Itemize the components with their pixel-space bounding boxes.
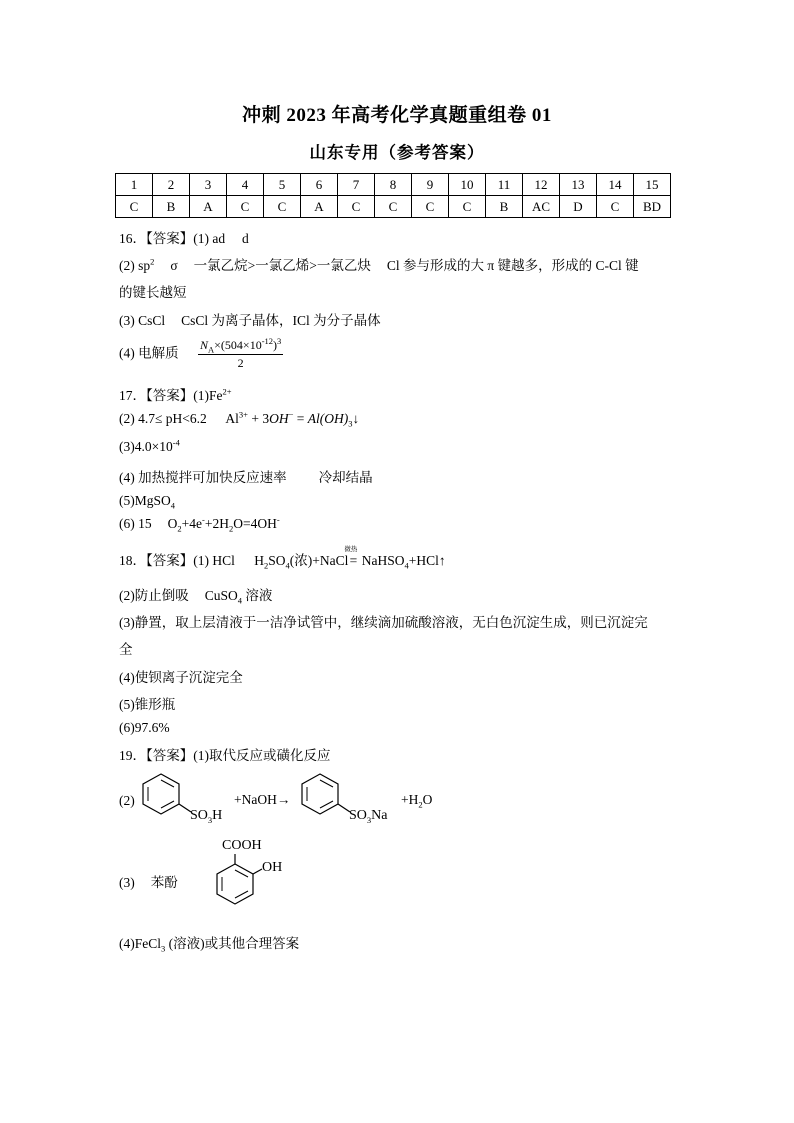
q18-part3-cont: 全 bbox=[119, 642, 133, 657]
down-arrow: ↓ bbox=[352, 411, 360, 426]
water-plus bbox=[401, 792, 432, 808]
e: +4e bbox=[181, 516, 202, 531]
answer-table bbox=[115, 173, 671, 218]
q16-p2-hybrid-sup: 2 bbox=[150, 256, 155, 267]
ring-double-bond bbox=[320, 801, 333, 808]
q18-p2b: CuSO bbox=[204, 588, 238, 603]
q19-p3-label: (3) bbox=[119, 875, 135, 890]
question-number-cell: 11 bbox=[486, 174, 523, 196]
q16-part2 bbox=[119, 254, 639, 274]
eq-so: SO bbox=[268, 553, 286, 568]
q16-p4-fraction bbox=[198, 338, 283, 371]
q17-part6 bbox=[119, 516, 280, 532]
water-c: O bbox=[422, 792, 433, 807]
eq-c: (浓)+NaCl bbox=[289, 553, 349, 568]
q19-p4a: (4)FeCl bbox=[119, 936, 161, 951]
question-number-cell: 14 bbox=[597, 174, 634, 196]
salicylic-acid-structure bbox=[205, 852, 275, 918]
q16-p2-sigma: σ bbox=[170, 258, 178, 273]
q17-part4 bbox=[119, 466, 373, 486]
h-sub: 2 bbox=[228, 523, 234, 534]
q16-p2-hybrid: (2) sp bbox=[119, 258, 151, 273]
answer-table-answer-row bbox=[116, 196, 671, 218]
question-number-cell: 2 bbox=[153, 174, 190, 196]
oh-paren: (OH) bbox=[319, 411, 349, 426]
q18-p2a: (2)防止倒吸 bbox=[119, 588, 189, 603]
question-number-cell: 10 bbox=[449, 174, 486, 196]
q17-part3 bbox=[119, 439, 180, 455]
oh-out-sup: - bbox=[276, 514, 280, 525]
answer-cell: C bbox=[375, 196, 412, 218]
q19-p4-sub: 3 bbox=[161, 943, 166, 954]
h: +2H bbox=[204, 516, 229, 531]
answer-cell: B bbox=[153, 196, 190, 218]
q16-part2-cont: 的键长越短 bbox=[119, 285, 187, 300]
q18-part6: (6)97.6% bbox=[119, 720, 170, 735]
answer-cell: C bbox=[412, 196, 449, 218]
question-number-cell: 12 bbox=[523, 174, 560, 196]
q16-lead: 16．【答案】(1) ad d bbox=[119, 231, 249, 246]
question-number-cell: 3 bbox=[190, 174, 227, 196]
oh-bond bbox=[253, 869, 262, 874]
q16-p4-numerator bbox=[198, 338, 283, 355]
ring-double-bond bbox=[235, 891, 248, 898]
al2: Al bbox=[307, 411, 320, 426]
num-sup1: -12 bbox=[261, 336, 274, 346]
q18-part4: (4)使钡离子沉淀完全 bbox=[119, 670, 243, 685]
so3h-a: SO bbox=[190, 808, 208, 823]
water-sub: 2 bbox=[418, 799, 423, 810]
oh-sub: 3 bbox=[348, 418, 353, 429]
eq-sign: = bbox=[349, 553, 358, 568]
q19-p3-name: 苯酚 bbox=[150, 875, 178, 890]
answer-cell: AC bbox=[523, 196, 560, 218]
answer-cell: C bbox=[338, 196, 375, 218]
so3na-sub: 3 bbox=[366, 814, 372, 825]
page-title: 冲刺 2023 年高考化学真题重组卷 01 bbox=[242, 105, 552, 126]
q18-p2c: 溶液 bbox=[242, 588, 273, 603]
ring-double-bond bbox=[320, 780, 333, 787]
q17-part5 bbox=[119, 493, 175, 509]
q16-p3-reason: CsCl 为离子晶体，ICl 为分子晶体 bbox=[181, 313, 381, 328]
q17-p3-sup: -4 bbox=[172, 437, 180, 448]
oh-sup: − bbox=[288, 409, 294, 420]
answer-cell: D bbox=[560, 196, 597, 218]
q18-p2b-sub: 4 bbox=[237, 595, 243, 606]
oh-out: O=4OH bbox=[233, 516, 277, 531]
question-number-cell: 13 bbox=[560, 174, 597, 196]
q18-part5: (5)锥形瓶 bbox=[119, 697, 176, 712]
num-mid: ×(504×10 bbox=[214, 338, 262, 352]
q18-part3: (3)静置，取上层清液于一洁净试管中，继续滴加硫酸溶液，无白色沉淀生成，则已沉淀完 bbox=[119, 615, 648, 630]
answer-cell: A bbox=[190, 196, 227, 218]
answer-table-number-row bbox=[116, 174, 671, 196]
q17-lead bbox=[119, 384, 232, 404]
eq: = bbox=[293, 411, 308, 426]
q17-p6-equation bbox=[167, 514, 280, 534]
q17-p4a: (4) 加热搅拌可加快反应速率 bbox=[119, 470, 287, 485]
answer-cell: C bbox=[227, 196, 264, 218]
answer-cell: C bbox=[264, 196, 301, 218]
answer-cell: A bbox=[301, 196, 338, 218]
page-subtitle: 山东专用（参考答案） bbox=[309, 143, 485, 162]
q17-p3-text: (3)4.0×10 bbox=[119, 439, 173, 454]
question-number-cell: 6 bbox=[301, 174, 338, 196]
ring-double-bond bbox=[161, 780, 174, 787]
oh: OH bbox=[269, 411, 289, 426]
cooh-label: COOH bbox=[222, 838, 262, 853]
answer-cell: B bbox=[486, 196, 523, 218]
question-number-cell: 4 bbox=[227, 174, 264, 196]
eq-cond: 微热 bbox=[344, 546, 358, 553]
q17-p2-range: (2) 4.7≤ pH<6.2 bbox=[119, 411, 207, 426]
q19-part4 bbox=[119, 932, 299, 952]
eq-e: +HCl↑ bbox=[408, 553, 446, 568]
q19-part3 bbox=[119, 871, 178, 891]
na-sub: A bbox=[208, 344, 215, 355]
al: Al bbox=[225, 411, 239, 426]
question-number-cell: 9 bbox=[412, 174, 449, 196]
q18-lead: 18．【答案】(1) HCl bbox=[119, 553, 235, 568]
q17-p6a: (6) 15 bbox=[119, 516, 152, 531]
q16-p2-order: 一氯乙烷>一氯乙烯>一氯乙炔 bbox=[193, 258, 371, 273]
ring-double-bond bbox=[235, 870, 248, 877]
question-number-cell: 1 bbox=[116, 174, 153, 196]
answer-cell: BD bbox=[634, 196, 671, 218]
ring-double-bond bbox=[161, 801, 174, 808]
q17-p5-text: (5)MgSO bbox=[119, 493, 171, 508]
q19-p2-label: (2) bbox=[119, 793, 135, 808]
q17-p2-equation bbox=[225, 409, 360, 429]
q17-lead-text: 17．【答案】(1)Fe bbox=[119, 388, 223, 403]
so3na-a: SO bbox=[349, 808, 367, 823]
eq-d: NaHSO bbox=[358, 553, 405, 568]
so3na-c: Na bbox=[371, 808, 388, 823]
eq-sub2: 4 bbox=[285, 560, 290, 571]
q17-p4b: 冷却结晶 bbox=[318, 470, 373, 485]
q16-p4-denominator: 2 bbox=[237, 356, 244, 370]
so3h-sub: 3 bbox=[207, 814, 213, 825]
q18-part2 bbox=[119, 584, 272, 604]
q16-p2-reason: Cl 参与形成的大 π 键越多，形成的 C-Cl 键 bbox=[386, 258, 639, 273]
question-number-cell: 5 bbox=[264, 174, 301, 196]
q17-lead-sup: 2+ bbox=[222, 386, 232, 397]
eq-h: H bbox=[254, 553, 264, 568]
q16-p4-label: (4) 电解质 bbox=[119, 345, 179, 361]
num-close: ) bbox=[273, 338, 278, 352]
e-sup: - bbox=[201, 514, 205, 525]
q19-p4b: (溶液)或其他合理答案 bbox=[165, 936, 300, 951]
q16-part3 bbox=[119, 309, 381, 329]
answer-cell: C bbox=[116, 196, 153, 218]
eq-condition-sign bbox=[344, 546, 358, 569]
q17-p5-sub: 4 bbox=[170, 500, 176, 511]
question-number-cell: 8 bbox=[375, 174, 412, 196]
q19-lead: 19．【答案】(1)取代反应或磺化反应 bbox=[119, 748, 331, 763]
so3h-c: H bbox=[212, 808, 223, 823]
oh-label: OH bbox=[262, 860, 283, 875]
na-symbol: N bbox=[200, 338, 209, 352]
o: O bbox=[167, 516, 178, 531]
naoh-plus: +NaOH→ bbox=[234, 792, 291, 807]
q16-part4 bbox=[119, 338, 283, 371]
al-sup: 3+ bbox=[238, 409, 248, 420]
num-sup2: 3 bbox=[277, 336, 282, 346]
plus: + 3 bbox=[247, 411, 270, 426]
so3na-label bbox=[349, 808, 387, 824]
o-sub: 2 bbox=[177, 523, 182, 534]
eq-sub1: 2 bbox=[264, 560, 269, 571]
answer-cell: C bbox=[449, 196, 486, 218]
q17-part2 bbox=[119, 411, 359, 427]
question-number-cell: 15 bbox=[634, 174, 671, 196]
water-a: +H bbox=[401, 792, 419, 807]
q18-equation bbox=[254, 546, 446, 571]
q18-part1 bbox=[119, 546, 446, 571]
eq-sub3: 4 bbox=[404, 560, 409, 571]
so3h-label bbox=[190, 808, 222, 824]
question-number-cell: 7 bbox=[338, 174, 375, 196]
q16-p3-answer: (3) CsCl bbox=[119, 313, 166, 328]
answer-cell: C bbox=[597, 196, 634, 218]
